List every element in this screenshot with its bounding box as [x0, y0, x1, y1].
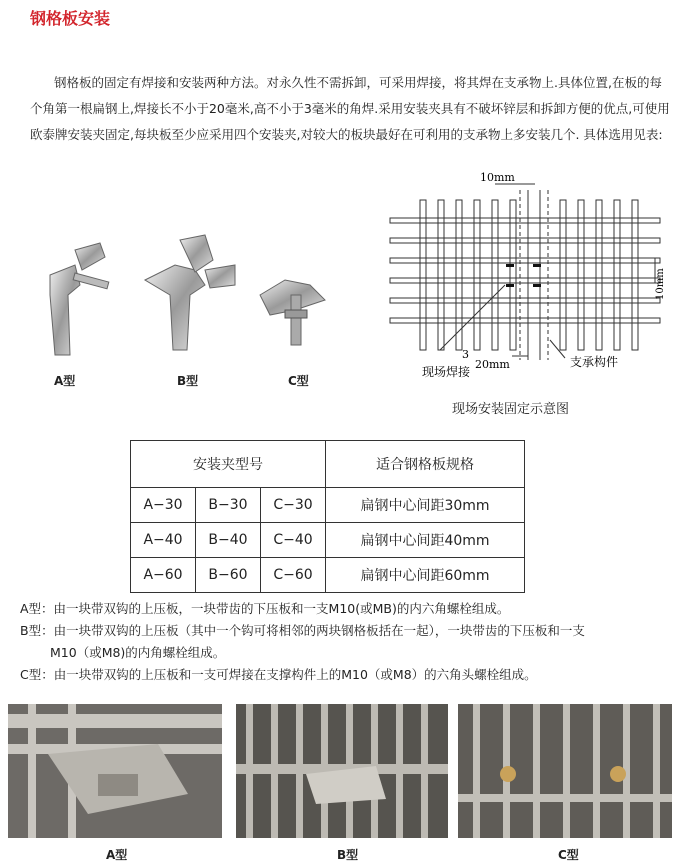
support-label: 支承构件 — [570, 355, 619, 369]
header-spec: 适合钢格板规格 — [326, 441, 525, 488]
page-title: 钢格板安装 — [30, 9, 111, 28]
note-c: C型：由一块带双钩的上压板和一支可焊接在支撑构件上的M10（或M8）的六角头螺栓组成。 — [20, 667, 537, 682]
dim-bottom-label: 20mm — [475, 358, 510, 371]
cell-a: A−30 — [131, 488, 196, 523]
photo-a — [8, 704, 222, 838]
table-row — [131, 558, 525, 593]
photo-c — [458, 704, 672, 838]
diagram-caption: 现场安装固定示意图 — [452, 402, 570, 417]
cell-b: B−30 — [196, 488, 261, 523]
cell-c: C−60 — [261, 558, 326, 593]
weld-size-label: 3 — [462, 348, 469, 361]
photo-c-label: C型 — [558, 848, 579, 862]
cell-c: C−30 — [261, 488, 326, 523]
clip-notes — [20, 598, 670, 686]
clip-spec-table — [130, 440, 525, 593]
note-b-line2: M10（或M8)的内角螺栓组成。 — [50, 645, 226, 660]
cell-c: C−40 — [261, 523, 326, 558]
cell-spec: 扁钢中心间距30mm — [326, 488, 525, 523]
cell-spec: 扁钢中心间距40mm — [326, 523, 525, 558]
intro-text: 钢格板的固定有焊接和安装两种方法。对永久性不需拆卸，可采用焊接，将其焊在支承物上.具体位置,在板的每个角第一根扁钢上,焊接长不小于20毫米,高不小于3毫米的角焊.采用安装夹具有不破坏锌层和拆卸方便的优点,可使用欧泰牌安装夹固定,每块板至少应采用四个安装夹,对较大的板块最好在可利用的支承物上多安装几个. 具体选用见表: — [30, 75, 670, 142]
clip-a-label: A型 — [54, 374, 76, 388]
photo-b — [236, 704, 448, 838]
clip-b-label: B型 — [177, 374, 199, 388]
table-header-row — [131, 441, 525, 488]
header-model: 安装夹型号 — [131, 441, 326, 488]
clip-b-illustration — [135, 230, 245, 360]
dim-top-label: 10mm — [480, 171, 515, 184]
table-row — [131, 488, 525, 523]
cell-a: A−60 — [131, 558, 196, 593]
cell-b: B−60 — [196, 558, 261, 593]
clip-c-illustration — [255, 265, 335, 355]
installation-diagram — [380, 170, 680, 410]
weld-label: 现场焊接 — [422, 365, 471, 379]
photo-a-label: A型 — [106, 848, 128, 862]
cell-a: A−40 — [131, 523, 196, 558]
photo-b-label: B型 — [337, 848, 359, 862]
intro-paragraph — [30, 70, 670, 148]
clip-c-label: C型 — [288, 374, 309, 388]
grating-drawing — [380, 170, 680, 395]
dim-right-label: 10mm — [655, 268, 666, 300]
clip-a-illustration — [20, 235, 120, 365]
table-row — [131, 523, 525, 558]
cell-b: B−40 — [196, 523, 261, 558]
note-a: A型：由一块带双钩的上压板，一块带齿的下压板和一支M10(或MB)的内六角螺栓组成。 — [20, 601, 510, 616]
cell-spec: 扁钢中心间距60mm — [326, 558, 525, 593]
note-b-line1: B型：由一块带双钩的上压板（其中一个钩可将相邻的两块钢格板括在一起），一块带齿的下压板和一支 — [20, 623, 585, 638]
